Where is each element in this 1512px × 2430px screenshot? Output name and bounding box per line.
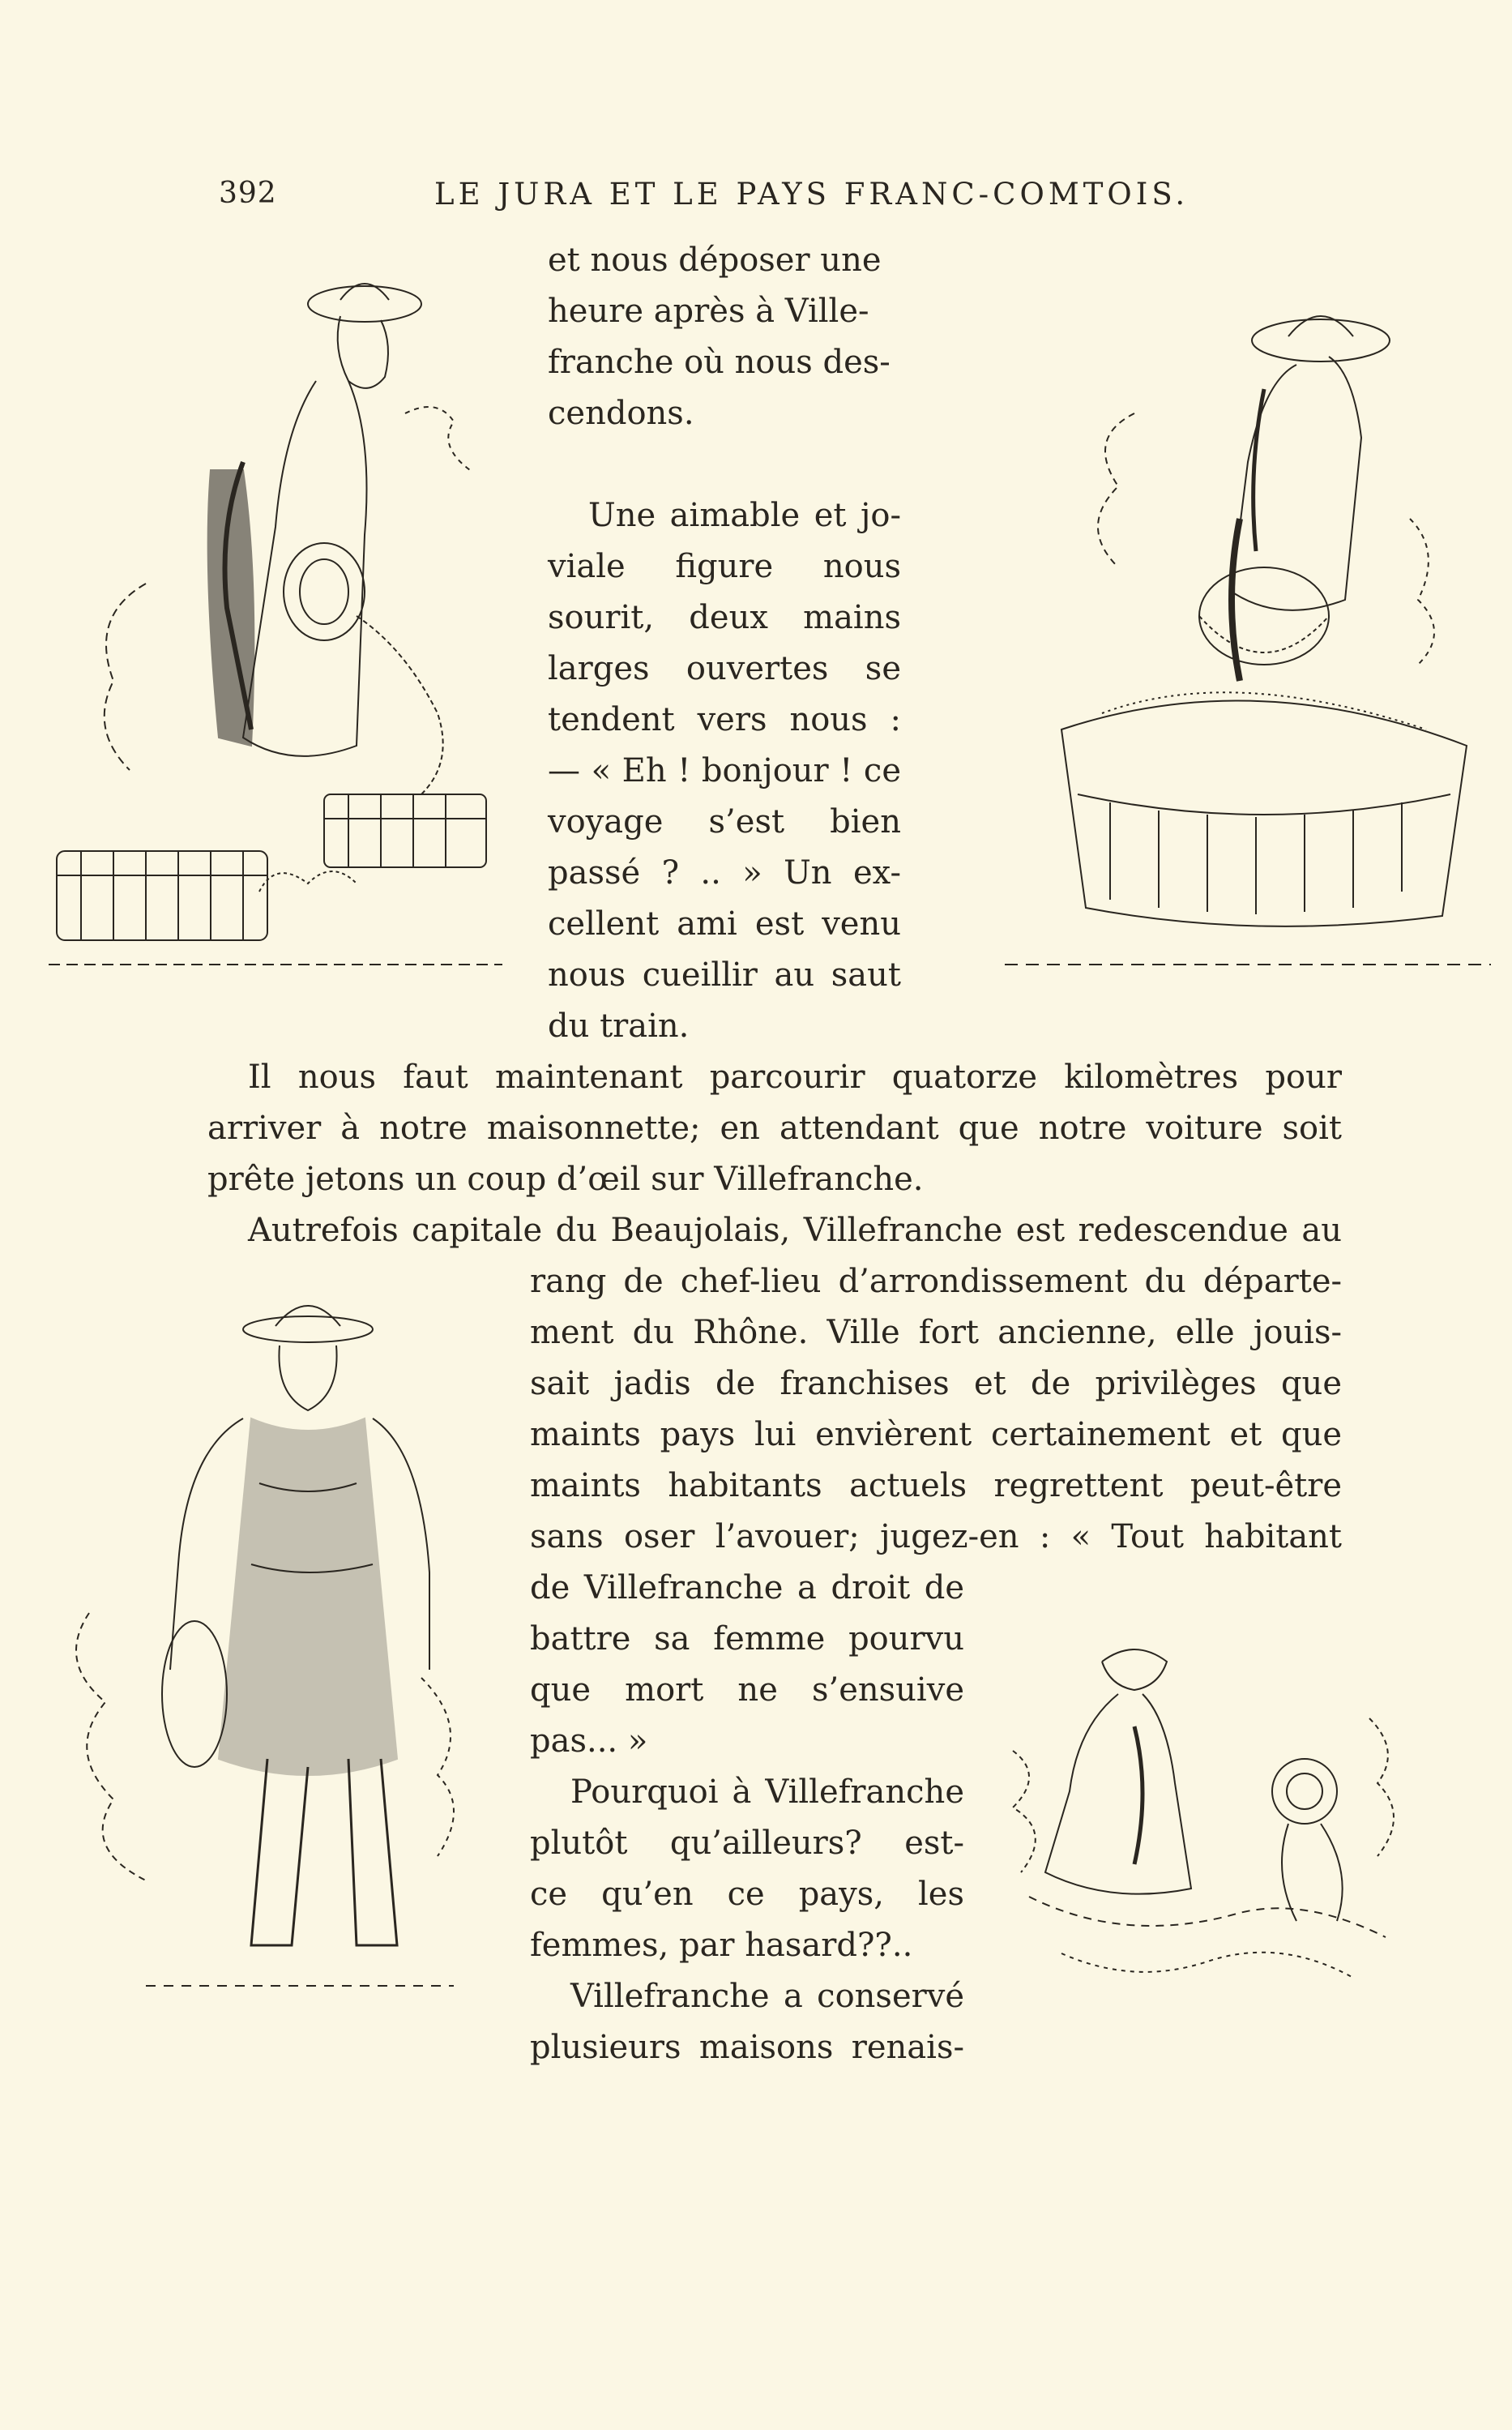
text-line: rang de chef-lieu d’arrondissement du départe- — [530, 1263, 1342, 1300]
text-line: Villefranche a conservé — [570, 1978, 964, 2015]
illustration-old-vintner — [65, 1273, 502, 2002]
text-column-top — [548, 235, 901, 1052]
text-line: arriver à notre maisonnette; en attendant que notre voiture soit — [207, 1110, 1342, 1147]
illustration-woman-pouring-grapes — [49, 267, 502, 997]
text-line: femmes, par hasard??.. — [530, 1927, 913, 1964]
text-column-middle — [530, 1256, 1342, 1563]
illustration-man-emptying-basket — [956, 276, 1499, 1005]
text-line: maints habitants actuels regrettent peut-être — [530, 1467, 1342, 1504]
text-line: Il nous faut maintenant parcourir quatorze kilomètres pour — [248, 1059, 1342, 1096]
text-line: passé ? .. » Un ex- — [548, 854, 901, 892]
text-line: viale figure nous — [548, 548, 901, 585]
text-line: du train. — [548, 1008, 690, 1045]
text-block-full-width — [207, 1052, 1342, 1256]
text-line: prête jetons un coup d’œil sur Villefranche. — [207, 1161, 924, 1198]
text-line: ment du Rhône. Ville fort ancienne, elle jouis- — [530, 1314, 1342, 1351]
text-line: Autrefois capitale du Beaujolais, Villefranche est redescendue au — [248, 1212, 1342, 1249]
text-line: — « Eh ! bonjour ! ce — [548, 752, 901, 789]
text-line: battre sa femme pourvu — [530, 1620, 964, 1658]
text-line: cendons. — [548, 395, 694, 432]
text-column-bottom — [530, 1563, 964, 2073]
text-line: Pourquoi à Villefranche — [570, 1773, 964, 1811]
text-line: tendent vers nous : — [548, 701, 901, 738]
text-line: voyage s’est bien — [548, 803, 901, 841]
text-line: sans oser l’avouer; jugez-en : « Tout habitant — [530, 1518, 1342, 1555]
illustration-grape-pickers — [997, 1629, 1418, 2051]
text-line: maints pays lui envièrent certainement et que — [530, 1416, 1342, 1453]
text-line: de Villefranche a droit de — [530, 1569, 964, 1606]
text-line: Une aimable et jo- — [588, 497, 901, 534]
text-line: nous cueillir au saut — [548, 956, 901, 994]
page-number: 392 — [219, 177, 277, 210]
text-line: plutôt qu’ailleurs? est- — [530, 1825, 964, 1862]
text-line: que mort ne s’ensuive — [530, 1671, 964, 1709]
text-line: larges ouvertes se — [548, 650, 901, 687]
text-line: cellent ami est venu — [548, 905, 901, 943]
text-line: plusieurs maisons renais- — [530, 2029, 964, 2066]
text-line: sourit, deux mains — [548, 599, 901, 636]
text-line: sait jadis de franchises et de privilèges que — [530, 1365, 1342, 1402]
text-line: et nous déposer une — [548, 242, 882, 279]
paragraph-gap — [548, 439, 901, 490]
text-line: franche où nous des- — [548, 344, 891, 381]
running-title: LE JURA ET LE PAYS FRANC-COMTOIS. — [434, 177, 1190, 212]
text-line: heure après à Ville- — [548, 293, 869, 330]
text-line: pas... » — [530, 1722, 648, 1760]
text-line: ce qu’en ce pays, les — [530, 1876, 964, 1913]
